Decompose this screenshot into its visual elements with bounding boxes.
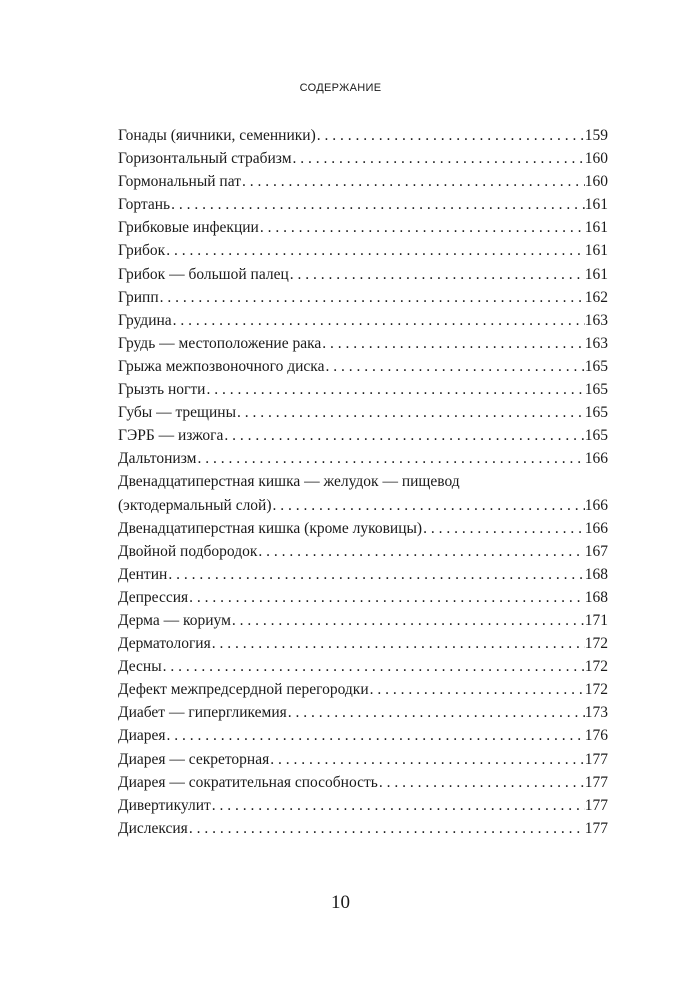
leader-dots bbox=[211, 794, 585, 817]
toc-entry-title: Гонады (яичники, семенники) bbox=[118, 127, 316, 144]
running-header: СОДЕРЖАНИЕ bbox=[299, 82, 382, 94]
toc-entry-page: 166 bbox=[584, 496, 608, 514]
toc-entry-page: 177 bbox=[584, 773, 608, 791]
table-of-contents bbox=[118, 124, 608, 840]
leader-dots bbox=[272, 494, 585, 517]
leader-dots bbox=[162, 655, 585, 678]
leader-dots bbox=[188, 586, 585, 609]
toc-entry-title: Дивертикулит bbox=[118, 796, 211, 814]
toc-entry-page: 161 bbox=[584, 196, 608, 214]
toc-entry-page: 165 bbox=[584, 404, 608, 422]
toc-entry bbox=[118, 632, 608, 655]
toc-entry-title: Дентин bbox=[118, 565, 168, 583]
toc-entry-page: 172 bbox=[584, 681, 608, 699]
leader-dots bbox=[422, 517, 585, 540]
toc-entry-title: Дефект межпредсердной перегородки bbox=[118, 681, 369, 699]
toc-entry bbox=[118, 817, 608, 840]
toc-entry bbox=[118, 378, 608, 401]
toc-entry bbox=[118, 424, 608, 447]
leader-dots bbox=[321, 332, 584, 355]
toc-entry bbox=[118, 263, 608, 286]
toc-entry bbox=[118, 748, 608, 771]
toc-entry bbox=[118, 216, 608, 239]
toc-entry-title: Диабет — гипергликемия bbox=[118, 704, 287, 722]
toc-entry bbox=[118, 309, 608, 332]
toc-entry bbox=[118, 401, 608, 424]
toc-entry-title: Грызть ногти bbox=[118, 381, 206, 399]
toc-entry-page: 161 bbox=[584, 265, 608, 283]
toc-entry bbox=[118, 586, 608, 609]
leader-dots bbox=[223, 424, 584, 447]
toc-entry-page: 168 bbox=[584, 588, 608, 606]
leader-dots bbox=[236, 401, 585, 424]
toc-entry bbox=[118, 447, 608, 470]
toc-entry-title: Двойной подбородок bbox=[118, 542, 258, 560]
toc-entry bbox=[118, 609, 608, 632]
toc-entry-page: 171 bbox=[584, 611, 608, 629]
leader-dots bbox=[316, 124, 585, 147]
toc-entry-title: Двенадцатиперстная кишка (кроме луковицы) bbox=[118, 519, 423, 537]
toc-entry bbox=[118, 124, 608, 147]
toc-entry bbox=[118, 724, 608, 747]
leader-dots bbox=[205, 378, 584, 401]
leader-dots bbox=[289, 263, 585, 286]
toc-entry-title: Грибок bbox=[118, 242, 166, 260]
leader-dots bbox=[167, 563, 584, 586]
page-number: 10 bbox=[331, 892, 350, 913]
toc-entry-title: Гормональный пат bbox=[118, 173, 241, 191]
toc-entry-page: 176 bbox=[584, 727, 608, 745]
leader-dots bbox=[287, 701, 585, 724]
toc-entry-page: 177 bbox=[584, 819, 608, 837]
toc-entry-title: Диарея — секреторная bbox=[118, 750, 270, 768]
toc-entry bbox=[118, 332, 608, 355]
toc-entry bbox=[118, 286, 608, 309]
toc-entry bbox=[118, 355, 608, 378]
toc-entry-title: Грибковые инфекции bbox=[118, 219, 259, 237]
toc-entry-title: Дерма — кориум bbox=[118, 611, 231, 629]
leader-dots bbox=[269, 748, 585, 771]
leader-dots bbox=[211, 632, 585, 655]
leader-dots bbox=[196, 447, 584, 470]
leader-dots bbox=[170, 193, 585, 216]
toc-entry-title: Горизонтальный страбизм bbox=[118, 150, 292, 168]
leader-dots bbox=[231, 609, 585, 632]
leader-dots bbox=[378, 771, 585, 794]
toc-entry-title: Грудь — местоположение рака bbox=[118, 334, 322, 352]
toc-entry-page: 168 bbox=[584, 565, 608, 583]
toc-entry-page: 160 bbox=[584, 150, 608, 168]
toc-entry-title-continuation: (эктодермальный слой) bbox=[118, 496, 272, 514]
toc-entry-title: Депрессия bbox=[118, 588, 189, 606]
toc-entry-page: 165 bbox=[584, 381, 608, 399]
toc-entry bbox=[118, 170, 608, 193]
toc-entry-page: 160 bbox=[584, 173, 608, 191]
toc-entry bbox=[118, 470, 608, 516]
leader-dots bbox=[241, 170, 585, 193]
leader-dots bbox=[172, 309, 585, 332]
toc-entry-page: 162 bbox=[584, 288, 608, 306]
toc-entry bbox=[118, 655, 608, 678]
toc-entry-title: Дислексия bbox=[118, 819, 188, 837]
toc-entry bbox=[118, 239, 608, 262]
leader-dots bbox=[292, 147, 585, 170]
toc-entry-page: 173 bbox=[584, 704, 608, 722]
leader-dots bbox=[188, 817, 585, 840]
toc-entry-page: 177 bbox=[584, 796, 608, 814]
toc-entry-title: Дерматология bbox=[118, 635, 211, 653]
toc-entry-title: Двенадцатиперстная кишка — желудок — пищевод bbox=[118, 473, 460, 491]
toc-entry-page: 166 bbox=[584, 450, 608, 468]
leader-dots bbox=[166, 724, 585, 747]
toc-entry-page: 165 bbox=[584, 427, 608, 445]
toc-entry bbox=[118, 147, 608, 170]
toc-entry-title: Дальтонизм bbox=[118, 450, 197, 468]
toc-entry-page: 159 bbox=[584, 127, 608, 144]
toc-entry-title: Грыжа межпозвоночного диска bbox=[118, 357, 325, 375]
leader-dots bbox=[257, 540, 584, 563]
toc-entry-title: Гортань bbox=[118, 196, 171, 214]
toc-entry-page: 163 bbox=[584, 334, 608, 352]
toc-entry-title: Диарея — сократительная способность bbox=[118, 773, 378, 791]
toc-entry bbox=[118, 517, 608, 540]
toc-entry-page: 172 bbox=[584, 658, 608, 676]
leader-dots bbox=[165, 239, 585, 262]
leader-dots bbox=[259, 216, 585, 239]
toc-entry-page: 172 bbox=[584, 635, 608, 653]
toc-entry bbox=[118, 701, 608, 724]
toc-entry bbox=[118, 563, 608, 586]
toc-entry-title: Диарея bbox=[118, 727, 166, 745]
toc-entry-title: ГЭРБ — изжога bbox=[118, 427, 224, 445]
toc-entry bbox=[118, 540, 608, 563]
toc-entry bbox=[118, 771, 608, 794]
toc-entry-title: Грибок — большой палец bbox=[118, 265, 289, 283]
leader-dots bbox=[369, 678, 585, 701]
toc-entry-page: 165 bbox=[584, 357, 608, 375]
toc-entry-title: Десны bbox=[118, 658, 162, 676]
toc-entry-page: 167 bbox=[584, 542, 608, 560]
toc-entry-title: Грудина bbox=[118, 311, 172, 329]
toc-entry-page: 163 bbox=[584, 311, 608, 329]
leader-dots bbox=[324, 355, 584, 378]
leader-dots bbox=[159, 286, 585, 309]
toc-entry-page: 161 bbox=[584, 219, 608, 237]
toc-entry-title: Губы — трещины bbox=[118, 404, 236, 422]
toc-entry-title: Грипп bbox=[118, 288, 159, 306]
toc-entry-page: 177 bbox=[584, 750, 608, 768]
toc-entry bbox=[118, 678, 608, 701]
toc-entry-page: 166 bbox=[584, 519, 608, 537]
toc-entry bbox=[118, 193, 608, 216]
toc-entry bbox=[118, 794, 608, 817]
toc-entry-page: 161 bbox=[584, 242, 608, 260]
